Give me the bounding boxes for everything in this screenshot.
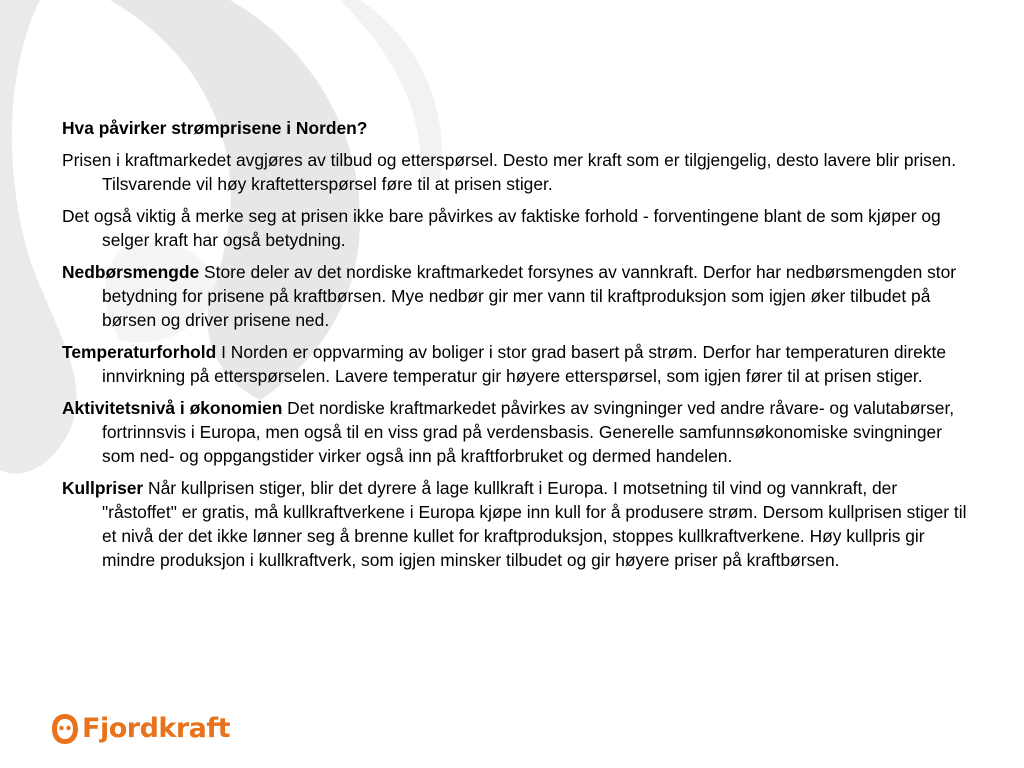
paragraph-temperature [62, 340, 967, 388]
paragraph-expectations [62, 204, 967, 252]
paragraph-text: Store deler av det nordiske kraftmarkedet forsynes av vannkraft. Derfor har nedbørsmengden stor betydning for prisene på kraftbørsen. Mye nedbør gir mer vann til kraftproduksjon som igjen øker tilbudet på børsen og driver prisene ned. [102, 262, 957, 330]
term-precipitation: Nedbørsmengde [62, 262, 200, 282]
paragraph-precipitation [62, 260, 967, 332]
term-economy: Aktivitetsnivå i økonomien [62, 398, 283, 418]
fjordkraft-face-icon [50, 712, 80, 746]
term-coal: Kullpriser [62, 478, 144, 498]
document-body [62, 116, 967, 580]
paragraph-economy [62, 396, 967, 468]
paragraph-text: Det også viktig å merke seg at prisen ikke bare påvirkes av faktiske forhold - forventingene blant de som kjøper og selger kraft har også betydning. [62, 206, 941, 250]
paragraph-coal [62, 476, 967, 572]
paragraph-supply-demand [62, 148, 967, 196]
paragraph-text: Prisen i kraftmarkedet avgjøres av tilbud og etterspørsel. Desto mer kraft som er tilgjengelig, desto lavere blir prisen. Tilsvarende vil høy kraftetterspørsel føre til at prisen stiger. [62, 150, 957, 194]
document-title: Hva påvirker strømprisene i Norden? [62, 118, 368, 138]
paragraph-text: I Norden er oppvarming av boliger i stor grad basert på strøm. Derfor har temperaturen direkte innvirkning på etterspørselen. Lavere temperatur gir høyere etterspørsel, som igjen fører til at prisen stiger. [102, 342, 947, 386]
paragraph-text: Når kullprisen stiger, blir det dyrere å lage kullkraft i Europa. I motsetning til vind og vannkraft, der "råstoffet" er gratis, må kullkraftverkene i Europa kjøpe inn kull for å produsere strøm. Dersom kullprisen stiger til et nivå der det ikke lønner seg å brenne kullet for kraftproduksjon, stoppes kullkraftverkene. Høy kullpris gir mindre produksjon i kullkraftverk, som igjen minsker tilbudet og gir høyere priser på kraftbørsen. [102, 478, 967, 570]
fjordkraft-logo [50, 711, 230, 747]
term-temperature: Temperaturforhold [62, 342, 217, 362]
paragraph-text: Det nordiske kraftmarkedet påvirkes av svingninger ved andre råvare- og valutabørser, fortrinnsvis i Europa, men også til en viss grad på verdensbasis. Generelle samfunnsøkonomiske svingninger som ned- og oppgangstider virker også inn på kraftforbruket og dermed handelen. [102, 398, 955, 466]
logo-text: Fjordkraft [82, 713, 231, 744]
